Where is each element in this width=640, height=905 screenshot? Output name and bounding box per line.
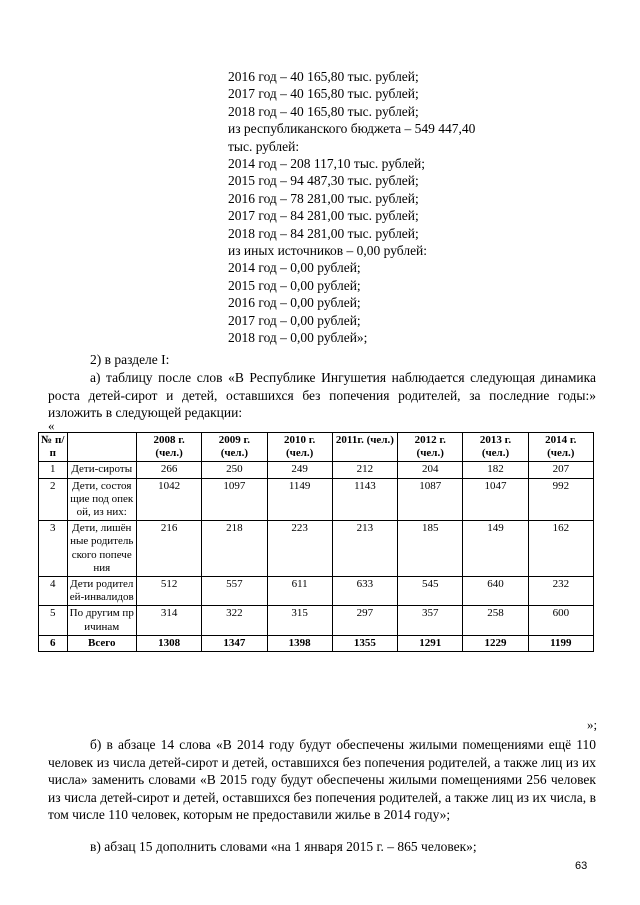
financing-line: 2018 год – 84 281,00 тыс. рублей; (228, 225, 419, 241)
financing-line: 2017 год – 84 281,00 тыс. рублей; (228, 208, 419, 224)
header-cell-year: 2008 г. (чел.) (136, 433, 201, 462)
value-cell: 1291 (398, 635, 463, 651)
table-body (39, 462, 594, 652)
value-cell: 185 (398, 521, 463, 577)
value-cell: 322 (202, 606, 267, 635)
table-row (39, 635, 594, 651)
value-cell: 633 (332, 577, 397, 606)
value-cell: 314 (136, 606, 201, 635)
value-cell: 250 (202, 462, 267, 478)
value-cell: 357 (398, 606, 463, 635)
table-row (39, 462, 594, 478)
financing-line: из республиканского бюджета – 549 447,40 (228, 121, 476, 137)
table-row (39, 478, 594, 521)
paragraph-v: в) абзац 15 дополнить словами «на 1 января 2015 г. – 865 человек»; (90, 839, 477, 854)
financing-line: 2016 год – 40 165,80 тыс. рублей; (228, 69, 419, 84)
value-cell: 992 (528, 478, 593, 521)
value-cell: 512 (136, 577, 201, 606)
header-cell-category (67, 433, 136, 462)
row-number-cell: 6 (39, 635, 68, 651)
value-cell: 232 (528, 577, 593, 606)
header-cell-year: 2012 г. (чел.) (398, 433, 463, 462)
paragraph-b: б) в абзаце 14 слова «В 2014 году будут обеспечены жилыми помещениями ещё 110 человек из числа детей-сирот и детей, оставшихся без попечения родителей, а также лиц из их числа» заменить словами «В 2015 году будут обеспечены жилыми помещениями 256 человек из числа детей-сирот и детей, оставшихся без попечения родителей, а также лиц из их числа, в том числе 110 человек, которым не предоставили жилье в 2014 году»; (48, 737, 596, 823)
financing-line: 2017 год – 40 165,80 тыс. рублей; (228, 86, 419, 102)
value-cell: 216 (136, 521, 201, 577)
section-item: 2) в разделе I: (90, 352, 170, 367)
value-cell: 207 (528, 462, 593, 478)
header-cell-year: 2010 г. (чел.) (267, 433, 332, 462)
value-cell: 218 (202, 521, 267, 577)
value-cell: 557 (202, 577, 267, 606)
row-number-cell: 5 (39, 606, 68, 635)
table-header-row (39, 433, 594, 462)
category-cell: По другим причинам (67, 606, 136, 635)
value-cell: 1047 (463, 478, 528, 521)
financing-line: 2014 год – 0,00 рублей; (228, 260, 361, 276)
value-cell: 1087 (398, 478, 463, 521)
category-cell: Дети родителей-инвалидов (67, 577, 136, 606)
value-cell: 213 (332, 521, 397, 577)
financing-line: 2017 год – 0,00 рублей; (228, 312, 361, 328)
financing-line: 2018 год – 40 165,80 тыс. рублей; (228, 103, 419, 119)
value-cell: 149 (463, 521, 528, 577)
header-cell-number: № п/п (39, 433, 68, 462)
value-cell: 1347 (202, 635, 267, 651)
value-cell: 545 (398, 577, 463, 606)
value-cell: 611 (267, 577, 332, 606)
value-cell: 1398 (267, 635, 332, 651)
value-cell: 1199 (528, 635, 593, 651)
value-cell: 182 (463, 462, 528, 478)
value-cell: 258 (463, 606, 528, 635)
category-cell: Дети-сироты (67, 462, 136, 478)
category-cell: Дети, состоящие под опекой, из них: (67, 478, 136, 521)
value-cell: 1229 (463, 635, 528, 651)
financing-line: 2015 год – 0,00 рублей; (228, 277, 361, 293)
value-cell: 1042 (136, 478, 201, 521)
table-row (39, 521, 594, 577)
value-cell: 1149 (267, 478, 332, 521)
value-cell: 1097 (202, 478, 267, 521)
value-cell: 212 (332, 462, 397, 478)
category-cell: Всего (67, 635, 136, 651)
header-cell-year: 2009 г. (чел.) (202, 433, 267, 462)
financing-line: 2014 год – 208 117,10 тыс. рублей; (228, 156, 426, 172)
orphans-statistics-table (38, 432, 594, 652)
value-cell: 223 (267, 521, 332, 577)
value-cell: 266 (136, 462, 201, 478)
value-cell: 1355 (332, 635, 397, 651)
value-cell: 1308 (136, 635, 201, 651)
quote-open-mark: « (48, 418, 55, 433)
financing-line: 2016 год – 0,00 рублей; (228, 295, 361, 311)
financing-list (228, 68, 568, 347)
value-cell: 315 (267, 606, 332, 635)
value-cell: 1143 (332, 478, 397, 521)
header-cell-year: 2014 г. (чел.) (528, 433, 593, 462)
table-row (39, 577, 594, 606)
financing-line: из иных источников – 0,00 рублей: (228, 243, 428, 259)
financing-line: 2018 год – 0,00 рублей»; (228, 330, 368, 346)
value-cell: 162 (528, 521, 593, 577)
header-cell-year: 2011г. (чел.) (332, 433, 397, 462)
row-number-cell: 4 (39, 577, 68, 606)
category-cell: Дети, лишённые родительского попечения (67, 521, 136, 577)
page-number: 63 (575, 860, 588, 872)
financing-line: 2016 год – 78 281,00 тыс. рублей; (228, 190, 419, 206)
quote-close-mark: »; (587, 717, 598, 732)
header-cell-year: 2013 г. (чел.) (463, 433, 528, 462)
table-intro-paragraph: а) таблицу после слов «В Республике Ингушетия наблюдается следующая динамика роста детей-сирот и детей, оставшихся без попечения родителей, за последние годы:» изложить в следующей редакции: (48, 370, 596, 421)
financing-line: тыс. рублей: (228, 138, 300, 154)
value-cell: 204 (398, 462, 463, 478)
value-cell: 640 (463, 577, 528, 606)
row-number-cell: 3 (39, 521, 68, 577)
row-number-cell: 2 (39, 478, 68, 521)
value-cell: 600 (528, 606, 593, 635)
value-cell: 297 (332, 606, 397, 635)
row-number-cell: 1 (39, 462, 68, 478)
financing-line: 2015 год – 94 487,30 тыс. рублей; (228, 173, 419, 189)
table-row (39, 606, 594, 635)
value-cell: 249 (267, 462, 332, 478)
